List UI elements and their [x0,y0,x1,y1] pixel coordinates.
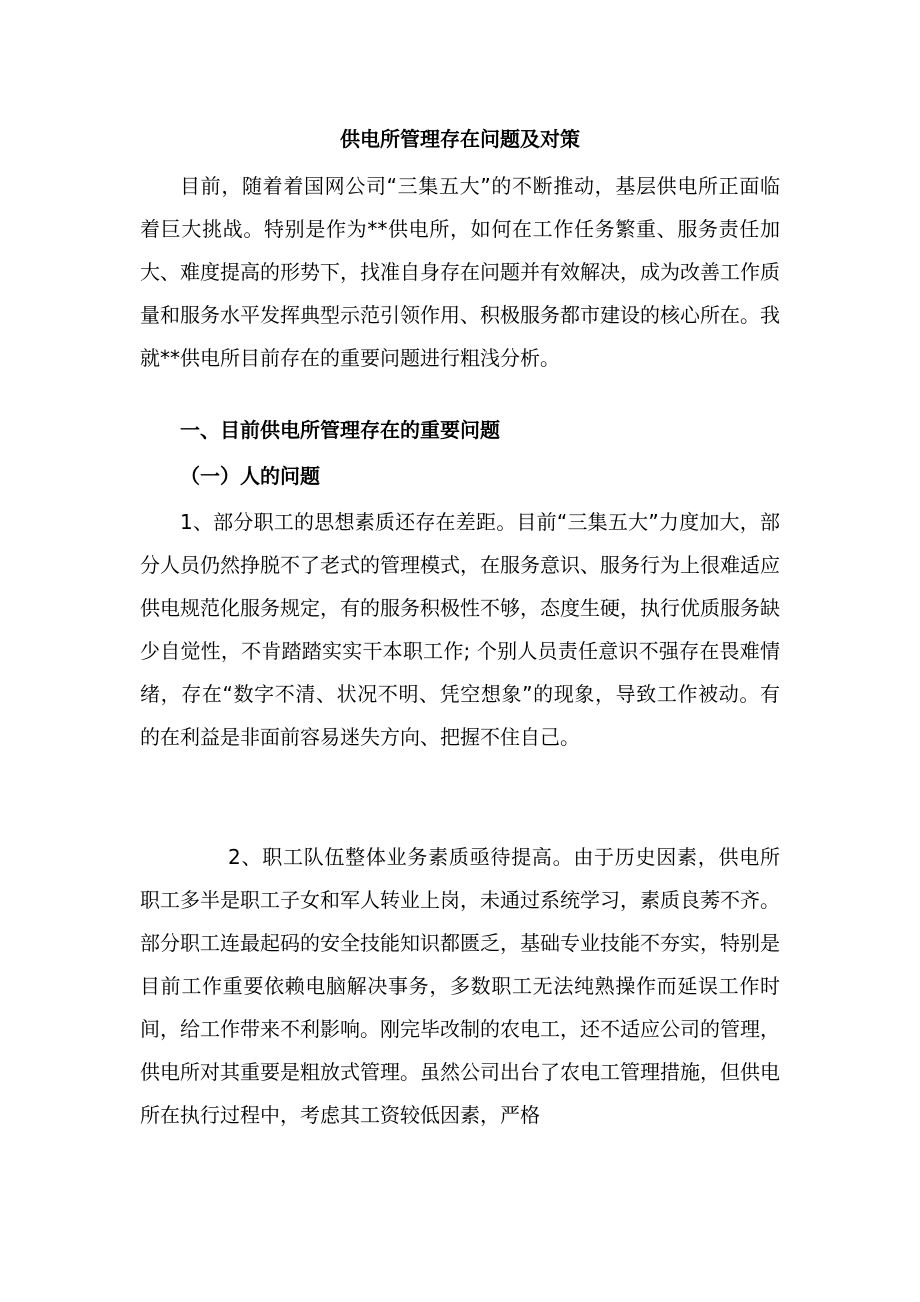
section-heading: 一、目前供电所管理存在的重要问题 [180,418,500,442]
paragraph-item-1: 1、部分职工的思想素质还存在差距。目前“三集五大”力度加大，部分人员仍然挣脱不了老式的管理模式，在服务意识、服务行为上很难适应供电规范化服务规定，有的服务积极性不够，态度生硬，执行优质服务缺少自觉性，不肯踏踏实实干本职工作; 个别人员责任意识不强存在畏难情绪，存在“数字不清、状况不明、凭空想象”的现象，导致工作被动。有的在利益是非面前容易迷失方向、把握不住自己。 [140,510,780,749]
subsection-heading: （一）人的问题 [180,464,320,488]
paragraph-item-2: 2、职工队伍整体业务素质亟待提高。由于历史因素，供电所职工多半是职工子女和军人转业上岗，未通过系统学习，素质良莠不齐。部分职工连最起码的安全技能知识都匮乏，基础专业技能不夯实，特别是目前工作重要依赖电脑解决事务，多数职工无法纯熟操作而延误工作时间，给工作带来不利影响。刚完毕改制的农电工，还不适应公司的管理，供电所对其重要是粗放式管理。虽然公司出台了农电工管理措施，但供电所在执行过程中，考虑其工资较低因素，严格 [140,845,780,1127]
document-title: 供电所管理存在问题及对策 [340,127,580,151]
intro-paragraph: 目前，随着着国网公司“三集五大”的不断推动，基层供电所正面临着巨大挑战。特别是作为**供电所，如何在工作任务繁重、服务责任加大、难度提高的形势下，找准自身存在问题并有效解决，成为改善工作质量和服务水平发挥典型示范引领作用、积极服务都市建设的核心所在。我就**供电所目前存在的重要问题进行粗浅分析。 [140,174,780,370]
